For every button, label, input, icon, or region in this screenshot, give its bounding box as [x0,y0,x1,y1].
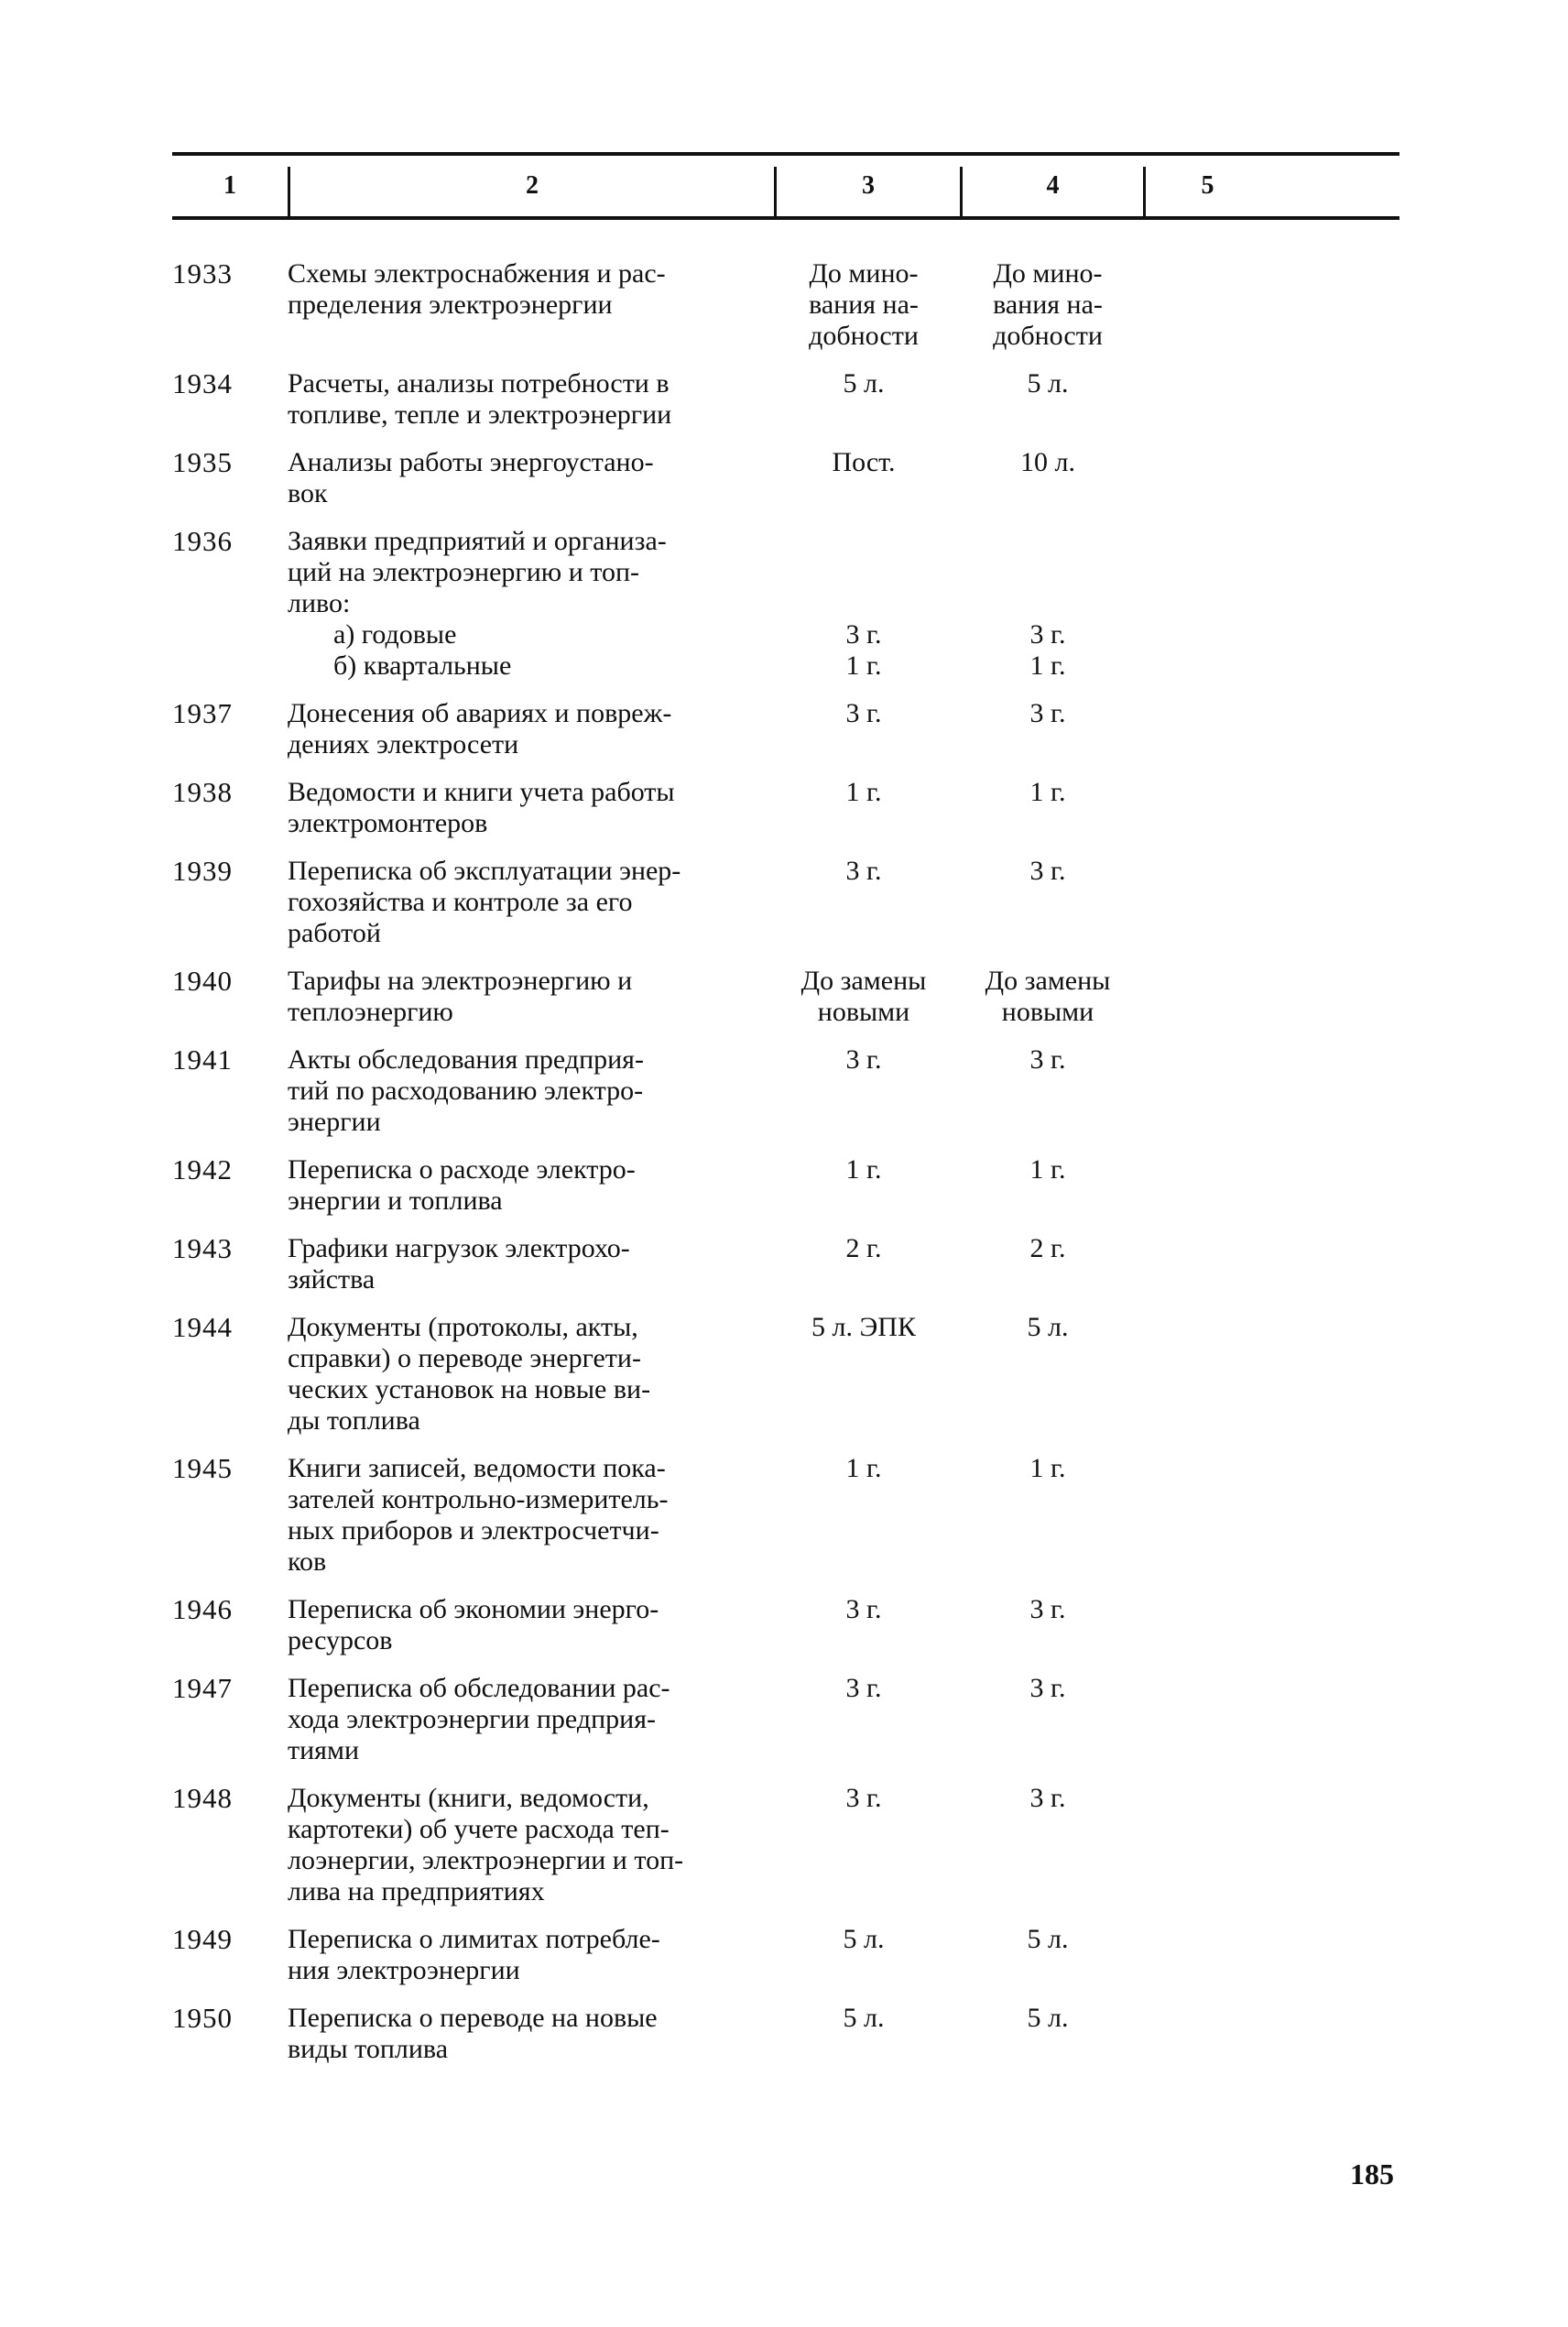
subrow-label: а) годовые [333,619,457,650]
header-col-5: 5 [1201,171,1214,200]
table-row [0,777,1568,839]
page-number: 185 [1350,2158,1394,2190]
row-number: 1937 [172,697,233,729]
table-row [0,1044,1568,1138]
row-col3: 3 г. [845,1594,882,1624]
table-row [0,1673,1568,1766]
row-col3: 3 г. [845,1044,882,1075]
row-title: Донесения об авариях и повреж- дениях электросети [288,698,672,759]
row-number: 1938 [172,776,233,808]
row-col3: Пост. [832,447,896,477]
row-number: 1939 [172,855,233,887]
row-title: Документы (протоколы, акты, справки) о переводе энергети- ческих установок на новые ви- ды топлива [288,1312,651,1436]
row-title: Акты обследования предприя- тий по расходованию электро- энергии [288,1044,644,1137]
row-col3: 1 г. [845,777,882,807]
row-title: Переписка о лимитах потребле- ния электроэнергии [288,1924,660,1985]
subrow-col4: 3 г. [1029,619,1066,650]
row-col3: 2 г. [845,1233,882,1263]
row-col4: 3 г. [1029,1783,1066,1813]
row-col4: До замены новыми [985,966,1111,1027]
table-row [0,856,1568,949]
table-row [0,698,1568,760]
row-title: Переписка об эксплуатации энер- гохозяйства и контроле за его работой [288,856,681,948]
row-col3: 3 г. [845,698,882,728]
row-title: Анализы работы энергоустано- вок [288,447,654,508]
table-header [172,152,1399,220]
row-number: 1948 [172,1782,233,1814]
row-title: Переписка о расходе электро- энергии и топлива [288,1154,636,1216]
row-col3: 5 л. [843,368,885,399]
row-number: 1942 [172,1153,233,1185]
row-number: 1943 [172,1232,233,1264]
row-col3: 1 г. [845,1154,882,1185]
subrow [0,619,1139,650]
row-number: 1949 [172,1923,233,1955]
table-body [0,258,1568,2081]
row-col3: 5 л. [843,1924,885,1954]
row-number: 1940 [172,965,233,997]
row-title: Переписка об обследовании рас- хода электроэнергии предприя- тиями [288,1673,670,1765]
row-col3: 3 г. [845,856,882,886]
row-title: Переписка о переводе на новые виды топлива [288,2003,658,2064]
row-col4: 3 г. [1029,1673,1066,1703]
row-title: Заявки предприятий и организа- ций на электроэнергию и топ- ливо: [288,526,667,618]
row-col4: 1 г. [1029,1453,1066,1483]
table-row [0,258,1568,352]
row-col4: 3 г. [1029,1594,1066,1624]
row-col4: 5 л. [1027,1924,1069,1954]
row-title: Переписка об экономии энерго- ресурсов [288,1594,659,1655]
row-title: Ведомости и книги учета работы электромонтеров [288,777,675,838]
header-col-1: 1 [223,171,236,200]
row-col4: 10 л. [1020,447,1075,477]
row-number: 1933 [172,257,233,290]
row-col3: До мино- вания на- добности [809,258,919,351]
row-col3: 1 г. [845,1453,882,1483]
row-number: 1945 [172,1452,233,1484]
row-col3: До замены новыми [800,966,927,1027]
row-col4: 1 г. [1029,777,1066,807]
row-col4: 3 г. [1029,1044,1066,1075]
row-title: Документы (книги, ведомости, картотеки) об учете расхода теп- лоэнергии, электроэнергии и топ- лива на предприятиях [288,1783,684,1906]
row-title: Расчеты, анализы потребности в топливе, тепле и электроэнергии [288,368,672,430]
row-number: 1947 [172,1672,233,1704]
row-number: 1934 [172,367,233,399]
row-col4: 2 г. [1029,1233,1066,1263]
table-row [0,2003,1568,2065]
table-row [0,966,1568,1028]
row-number: 1944 [172,1311,233,1343]
row-title: Книги записей, ведомости пока- зателей контрольно-измеритель- ных приборов и электросчетчи- ков [288,1453,669,1577]
row-title: Тарифы на электроэнергию и теплоэнергию [288,966,633,1027]
table-row [0,1453,1568,1578]
row-col4: 5 л. [1027,2003,1069,2033]
row-title: Графики нагрузок электрохо- зяйства [288,1233,630,1295]
table-row [0,526,1568,682]
header-col-4: 4 [1046,171,1060,200]
row-col4: 1 г. [1029,1154,1066,1185]
row-col4: 3 г. [1029,856,1066,886]
row-title: Схемы электроснабжения и рас- пределения электроэнергии [288,258,666,320]
row-col4: 5 л. [1027,1312,1069,1342]
table-row [0,368,1568,431]
table-row [0,1312,1568,1437]
header-col-2: 2 [526,171,539,200]
subrow-col3: 1 г. [845,650,882,681]
subrows [0,619,1139,682]
header-col-3: 3 [862,171,875,200]
table-row [0,447,1568,509]
row-number: 1950 [172,2002,233,2034]
row-number: 1936 [172,525,233,557]
table-row [0,1233,1568,1295]
row-col3: 3 г. [845,1673,882,1703]
table-row [0,1783,1568,1907]
row-col4: До мино- вания на- добности [993,258,1103,351]
table-row [0,1154,1568,1217]
row-col4: 5 л. [1027,368,1069,399]
table-row [0,1594,1568,1656]
row-col4: 3 г. [1029,698,1066,728]
row-number: 1946 [172,1593,233,1625]
subrow-col4: 1 г. [1029,650,1066,681]
subrow-label: б) квартальные [333,650,512,681]
row-col3: 5 л. ЭПК [811,1312,916,1342]
subrow-col3: 3 г. [845,619,882,650]
row-number: 1941 [172,1043,233,1076]
row-col3: 5 л. [843,2003,885,2033]
subrow [0,650,1139,682]
row-col3: 3 г. [845,1783,882,1813]
table-row [0,1924,1568,1986]
row-number: 1935 [172,446,233,478]
